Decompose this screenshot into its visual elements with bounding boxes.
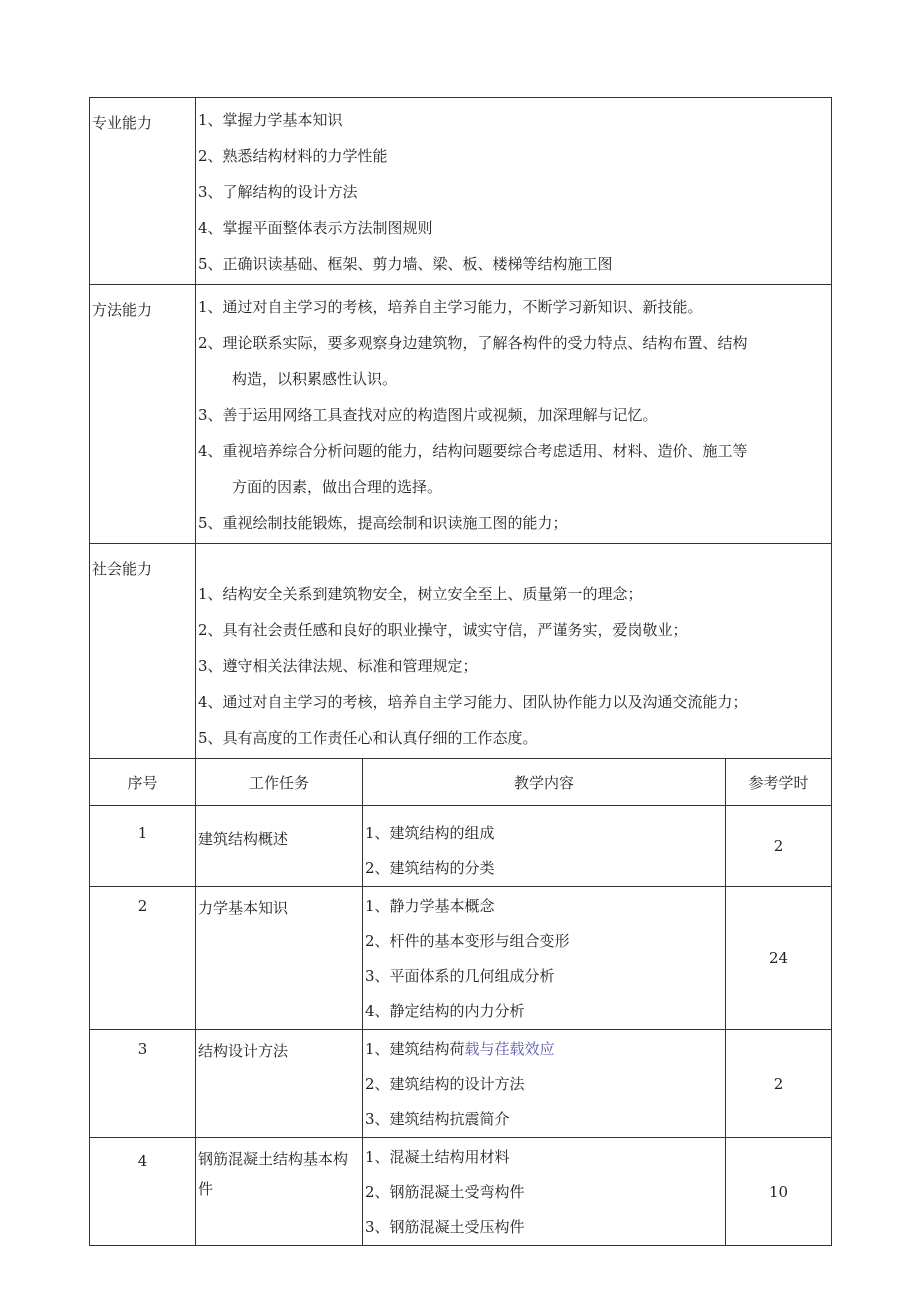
schedule-table <box>89 758 832 1246</box>
content-text: 1、建筑结构荷 <box>365 1040 465 1058</box>
content-item: 3、建筑结构抗震简介 <box>365 1110 510 1128</box>
row-number: 2 <box>90 887 196 1030</box>
header-content: 教学内容 <box>363 759 726 806</box>
capability-label: 方法能力 <box>90 285 196 544</box>
row-number: 3 <box>90 1030 196 1138</box>
content-item: 3、平面体系的几何组成分析 <box>365 967 555 985</box>
row-number: 4 <box>90 1138 196 1246</box>
capability-items <box>196 285 832 544</box>
capability-row-method <box>90 285 832 544</box>
list-item: 5、具有高度的工作责任心和认真仔细的工作态度。 <box>198 729 538 747</box>
row-hours: 2 <box>726 806 832 887</box>
list-item: 2、具有社会责任感和良好的职业操守，诚实守信，严谨务实，爱岗敬业； <box>198 621 688 639</box>
row-hours: 24 <box>726 887 832 1030</box>
row-task: 结构设计方法 <box>196 1030 363 1138</box>
capability-table <box>89 97 832 759</box>
row-task: 钢筋混凝土结构基本构件 <box>196 1138 363 1246</box>
content-item: 4、静定结构的内力分析 <box>365 1002 525 1020</box>
content-item: 2、建筑结构的分类 <box>365 859 495 877</box>
list-item: 1、结构安全关系到建筑物安全，树立安全至上、质量第一的理念； <box>198 585 643 603</box>
row-content <box>363 806 726 887</box>
list-item-continuation: 构造，以积累感性认识。 <box>232 370 398 388</box>
list-item: 4、重视培养综合分析问题的能力，结构问题要综合考虑适用、材料、造价、施工等 <box>198 442 748 460</box>
capability-label: 专业能力 <box>90 98 196 285</box>
row-content <box>363 1138 726 1246</box>
content-item <box>365 1032 725 1067</box>
row-task: 建筑结构概述 <box>196 806 363 887</box>
row-content <box>363 887 726 1030</box>
schedule-header-row <box>90 759 832 806</box>
table-row <box>90 887 832 1030</box>
row-hours: 2 <box>726 1030 832 1138</box>
capability-label: 社会能力 <box>90 544 196 759</box>
list-item: 2、理论联系实际，要多观察身边建筑物，了解各构件的受力特点、结构布置、结构 <box>198 334 748 352</box>
content-item: 2、杆件的基本变形与组合变形 <box>365 932 570 950</box>
list-item: 1、掌握力学基本知识 <box>198 111 343 129</box>
capability-items <box>196 544 832 759</box>
content-item: 1、混凝土结构用材料 <box>365 1148 510 1166</box>
content-item: 1、静力学基本概念 <box>365 897 495 915</box>
table-row <box>90 1138 832 1246</box>
row-hours: 10 <box>726 1138 832 1246</box>
header-no: 序号 <box>90 759 196 806</box>
list-item: 1、通过对自主学习的考核，培养自主学习能力，不断学习新知识、新技能。 <box>198 298 703 316</box>
capability-row-social <box>90 544 832 759</box>
table-row <box>90 1030 832 1138</box>
content-item: 2、钢筋混凝土受弯构件 <box>365 1183 525 1201</box>
row-content <box>363 1030 726 1138</box>
table-row <box>90 806 832 887</box>
header-task: 工作任务 <box>196 759 363 806</box>
content-item: 2、建筑结构的设计方法 <box>365 1075 525 1093</box>
content-item: 1、建筑结构的组成 <box>365 824 495 842</box>
list-item: 4、掌握平面整体表示方法制图规则 <box>198 219 433 237</box>
list-item: 3、了解结构的设计方法 <box>198 183 358 201</box>
content-item: 3、钢筋混凝土受压构件 <box>365 1218 525 1236</box>
list-item: 2、熟悉结构材料的力学性能 <box>198 147 388 165</box>
row-task: 力学基本知识 <box>196 887 363 1030</box>
row-number: 1 <box>90 806 196 887</box>
content-text-highlight: 载与荏载效应 <box>464 1040 555 1058</box>
capability-row-professional <box>90 98 832 285</box>
list-item: 5、重视绘制技能锻炼，提高绘制和识读施工图的能力； <box>198 514 568 532</box>
header-hours: 参考学时 <box>726 759 832 806</box>
capability-items <box>196 98 832 285</box>
spacer <box>198 548 827 576</box>
list-item: 4、通过对自主学习的考核，培养自主学习能力、团队协作能力以及沟通交流能力； <box>198 693 748 711</box>
list-item-continuation: 方面的因素，做出合理的选择。 <box>232 478 443 496</box>
document-page <box>89 97 831 1246</box>
list-item: 3、遵守相关法律法规、标准和管理规定； <box>198 657 478 675</box>
list-item: 3、善于运用网络工具查找对应的构造图片或视频，加深理解与记忆。 <box>198 406 658 424</box>
list-item: 5、正确识读基础、框架、剪力墙、梁、板、楼梯等结构施工图 <box>198 255 613 273</box>
